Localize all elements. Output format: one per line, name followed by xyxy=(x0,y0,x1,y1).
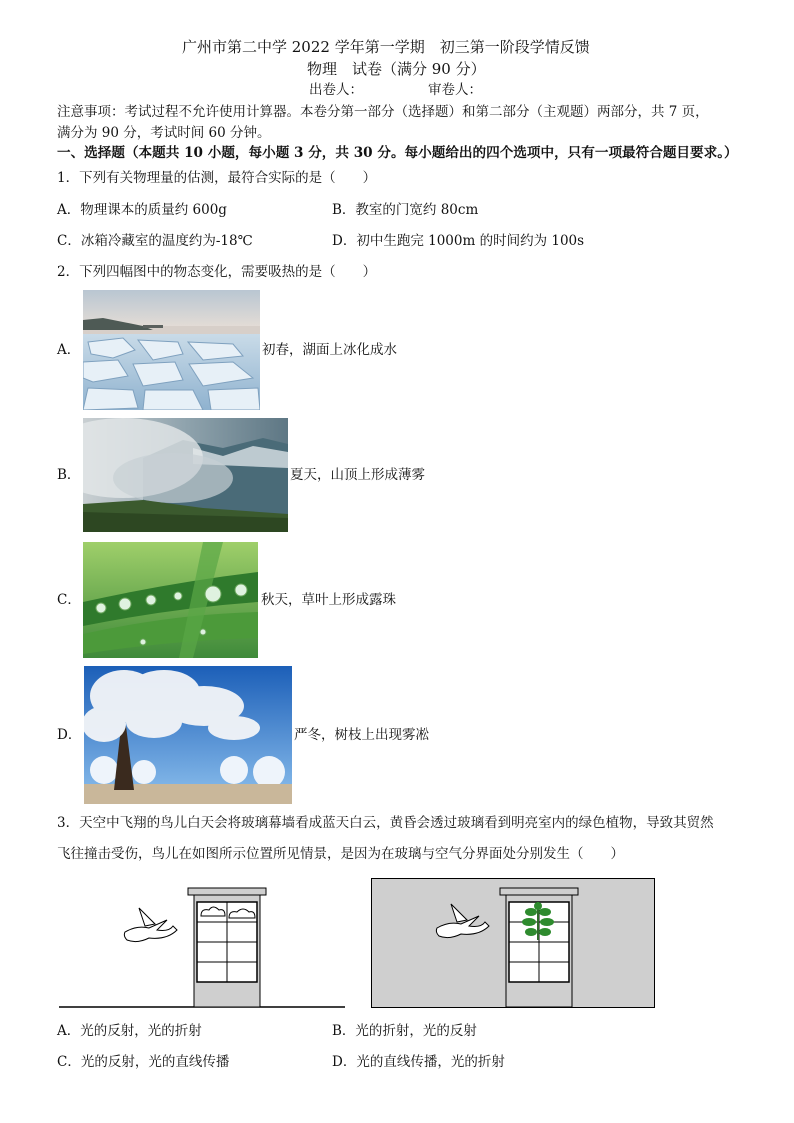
q2-option-b-letter: B． xyxy=(57,467,81,483)
q3-option-c: C．光的反射，光的直线传播 xyxy=(57,1054,230,1070)
q3-stem-line-2: 飞往撞击受伤，鸟儿在如图所示位置所见情景，是因为在玻璃与空气分界面处分别发生（ ） xyxy=(57,846,624,862)
notice-line-2: 满分为 90 分，考试时间 60 分钟。 xyxy=(57,125,271,141)
q2-option-a-caption: 初春，湖面上冰化成水 xyxy=(262,342,397,358)
q3-option-d: D．光的直线传播，光的折射 xyxy=(332,1054,505,1070)
reviewer-label: 审卷人： xyxy=(428,82,482,98)
exam-subtitle: 物理 试卷（满分 90 分） xyxy=(307,60,486,78)
q1-option-d: D．初中生跑完 1000m 的时间约为 100s xyxy=(332,233,585,249)
exam-title: 广州市第二中学 2022 学年第一学期 初三第一阶段学情反馈 xyxy=(182,38,590,56)
dusk-scene-diagram xyxy=(371,878,655,1008)
rime-tree-photo xyxy=(84,666,292,804)
daytime-scene-diagram xyxy=(57,880,347,1010)
q3-stem-line-1: 3．天空中飞翔的鸟儿白天会将玻璃幕墙看成蓝天白云，黄昏会透过玻璃看到明亮室内的绿色植物，导致其贸然 xyxy=(57,815,714,831)
q2-option-c-letter: C． xyxy=(57,592,81,608)
q1-option-b: B．教室的门宽约 80cm xyxy=(332,202,479,218)
frozen-lake-photo xyxy=(83,290,260,410)
q1-stem: 1．下列有关物理量的估测，最符合实际的是（ ） xyxy=(57,170,377,186)
q2-option-d-letter: D． xyxy=(57,727,82,743)
notice-line-1: 注意事项：考试过程不允许使用计算器。本卷分第一部分（选择题）和第二部分（主观题）两部分，共 7 页， xyxy=(57,104,709,120)
section-heading: 一、选择题（本题共 10 小题，每小题 3 分，共 30 分。每小题给出的四个选项中，只有一项最符合题目要求。） xyxy=(57,145,738,161)
q2-option-c-caption: 秋天，草叶上形成露珠 xyxy=(261,592,396,608)
q1-option-c: C．冰箱冷藏室的温度约为-18℃ xyxy=(57,233,253,249)
q2-option-a-letter: A． xyxy=(57,342,81,358)
setter-label: 出卷人： xyxy=(309,82,363,98)
q1-option-a: A．物理课本的质量约 600g xyxy=(57,202,227,218)
dew-grass-photo xyxy=(83,542,258,658)
q2-stem: 2．下列四幅图中的物态变化，需要吸热的是（ ） xyxy=(57,264,377,280)
mountain-fog-photo xyxy=(83,418,288,532)
q3-option-b: B．光的折射，光的反射 xyxy=(332,1023,477,1039)
q2-option-d-caption: 严冬，树枝上出现雾凇 xyxy=(294,727,429,743)
q3-option-a: A．光的反射，光的折射 xyxy=(57,1023,202,1039)
q2-option-b-caption: 夏天，山顶上形成薄雾 xyxy=(290,467,425,483)
